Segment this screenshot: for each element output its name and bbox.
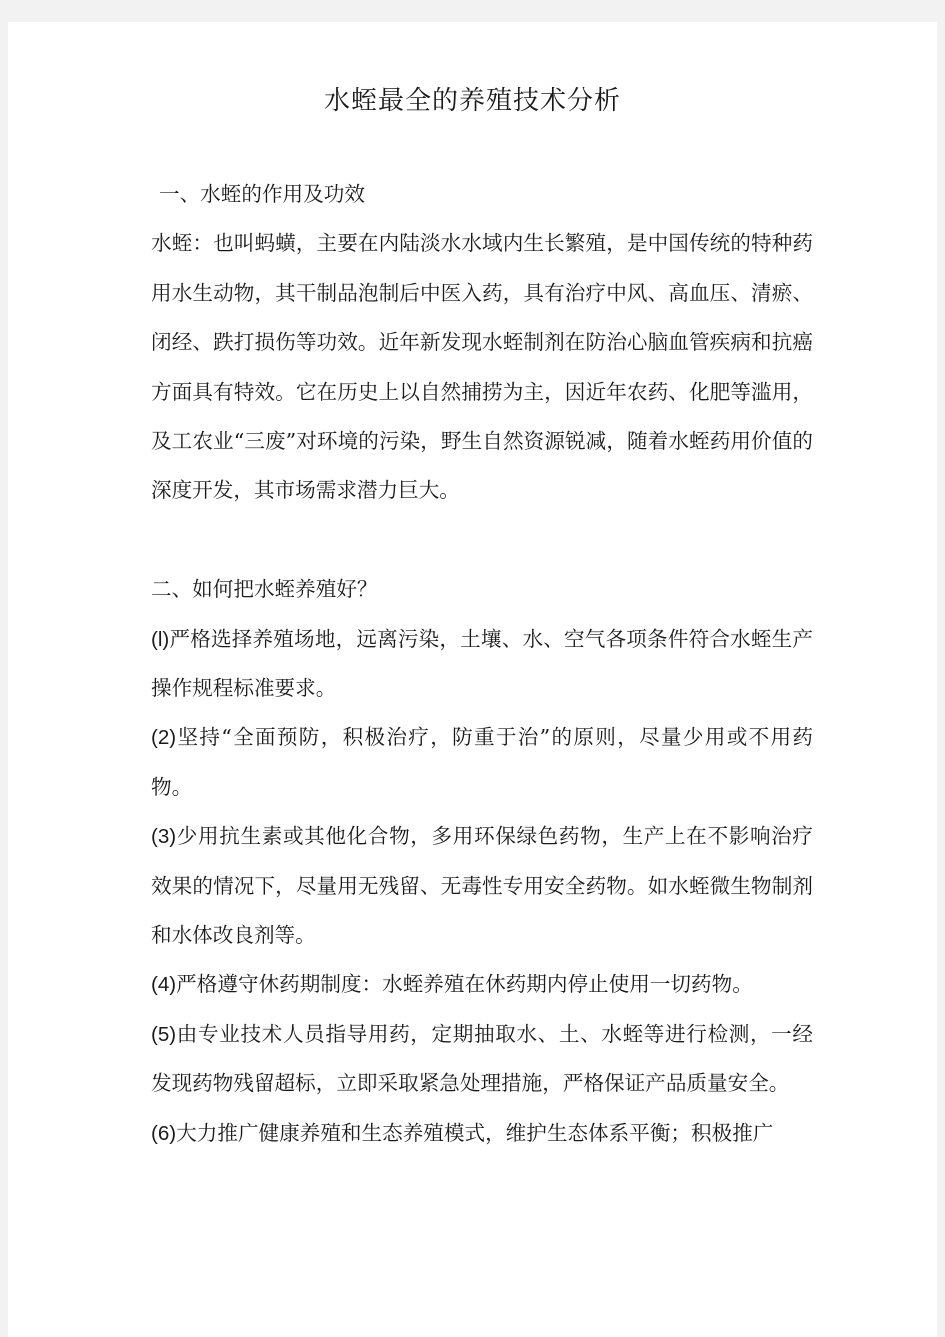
list-item-6 xyxy=(151,1109,813,1158)
list-item-number: (4) xyxy=(151,973,177,997)
list-item-text: 少用抗生素或其他化合物，多用环保绿色药物，生产上在不影响治疗效果的情况下，尽量用无残留、无毒性专用安全药物。如水蛭微生物制剂和水体改良剂等。 xyxy=(151,824,813,948)
list-item-number: (3) xyxy=(151,825,177,849)
list-item-number: (5) xyxy=(151,1022,177,1046)
list-item-3 xyxy=(151,812,813,960)
list-item-text: 由专业技术人员指导用药，定期抽取水、土、水蛭等进行检测，一经发现药物残留超标，立即采取紧急处理措施，严格保证产品质量安全。 xyxy=(151,1021,813,1096)
list-item-text: 坚持“全面预防，积极治疗，防重于治”的原则，尽量少用或不用药物。 xyxy=(151,725,813,799)
section-2-heading: 二、如何把水蛭养殖好？ xyxy=(151,577,378,602)
section-1-heading: 一、水蛭的作用及功效 xyxy=(159,182,365,206)
list-item-number: (l) xyxy=(151,627,170,651)
list-item-1 xyxy=(151,615,813,714)
list-item-5 xyxy=(151,1010,813,1109)
section-1-paragraph: 水蛭：也叫蚂蟥，主要在内陆淡水水域内生长繁殖，是中国传统的特种药用水生动物，其干制品泡制后中医入药，具有治疗中风、高血压、清瘀、闭经、跌打损伤等功效。近年新发现水蛭制剂在防治心脑血管疾病和抗癌方面具有特效。它在历史上以自然捕捞为主，因近年农药、化肥等滥用，及工农业“三废”对环境的污染，野生自然资源锐减，随着水蛭药用价值的深度开发，其市场需求潜力巨大。 xyxy=(151,231,813,503)
list-item-text: 严格遵守休药期制度：水蛭养殖在休药期内停止使用一切药物。 xyxy=(176,972,753,997)
list-item-number: (6) xyxy=(151,1121,177,1145)
document-title: 水蛭最全的养殖技术分析 xyxy=(323,86,621,116)
blank-line xyxy=(151,516,813,565)
list-item-text: 大力推广健康养殖和生态养殖模式，维护生态体系平衡；积极推广 xyxy=(176,1120,774,1145)
document-body xyxy=(151,170,813,1158)
list-item-number: (2) xyxy=(151,726,177,750)
list-item-text: 严格选择养殖场地，远离污染，土壤、水、空气各项条件符合水蛭生产操作规程标准要求。 xyxy=(151,626,813,701)
list-item-2 xyxy=(151,713,813,812)
list-item-4 xyxy=(151,960,813,1009)
